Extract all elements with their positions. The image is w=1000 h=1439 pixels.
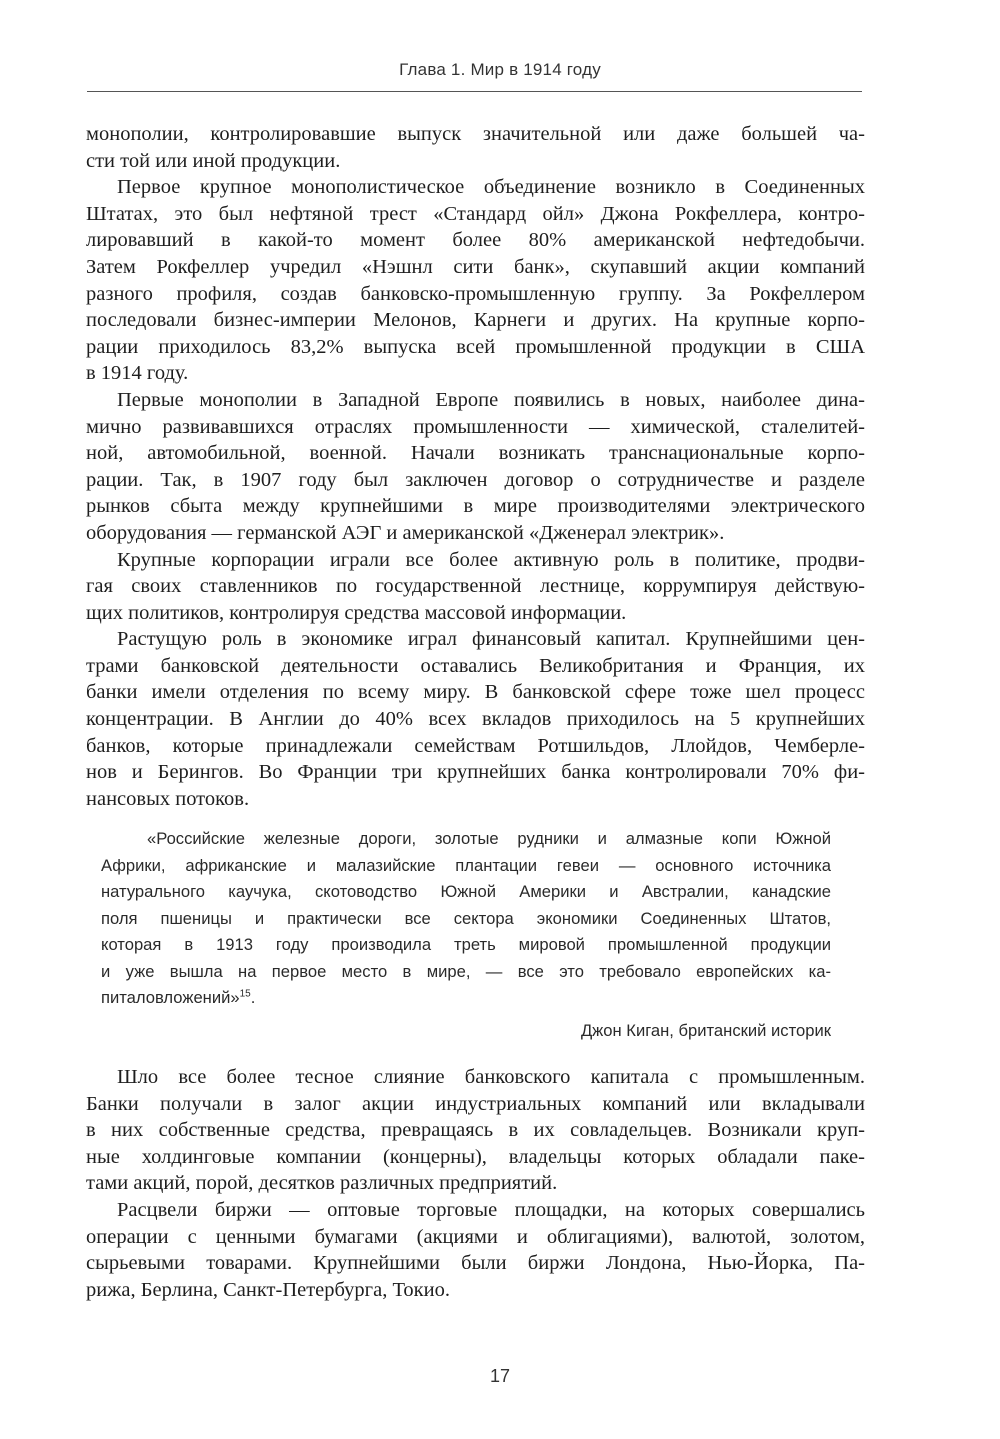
- quote-line: натурального каучука, скотоводство Южной Америки и Австралии, канадские: [101, 882, 831, 901]
- quote-line: Африки, африканские и малазийские плантации гевеи — основного источника: [101, 855, 831, 875]
- text-line: ные холдинговые компании (концерны), владельцы которых обладали паке-: [86, 1145, 865, 1168]
- text-line: рации приходилось 83,2% выпуска всей промышленной продукции в США: [86, 335, 865, 358]
- body-text-top: [86, 121, 865, 812]
- paragraph: [86, 1197, 865, 1303]
- text-line: Банки получали в залог акции индустриальных компаний или вкладывали: [86, 1092, 865, 1115]
- text-line: операции с ценными бумагами (акциями и облигациями), валютой, золотом,: [86, 1225, 865, 1248]
- body-text-bottom: [86, 1064, 865, 1303]
- text-line: трами банковской деятельности оставались Великобритания и Франция, их: [86, 654, 865, 677]
- text-line: ной, автомобильной, военной. Начали возникать транснациональные корпо-: [86, 442, 865, 465]
- text-line: в 1914 году.: [86, 362, 189, 385]
- paragraph: [86, 547, 865, 627]
- text-line: Штатах, это был нефтяной трест «Стандард ойл» Джона Рокфеллера, контро-: [86, 202, 865, 225]
- quote-line: и уже вышла на первое место в мире, — все это требовало европейских ка-: [101, 961, 831, 981]
- text-line: банки имели отделения по всему миру. В банковской сфере тоже шел процесс: [86, 681, 865, 704]
- text-line: щих политиков, контролируя средства массовой информации.: [86, 601, 627, 624]
- header-rule: [87, 91, 862, 92]
- text-line: оборудования — германской АЭГ и американской «Дженерал электрик».: [86, 521, 725, 544]
- text-line: последовали бизнес-империи Мелонов, Карнеги и других. На крупные корпо-: [86, 309, 865, 332]
- text-line: Первое крупное монополистическое объединение возникло в Соединенных: [117, 176, 865, 199]
- text-line: Крупные корпорации играли все более активную роль в политике, продви-: [117, 548, 865, 571]
- paragraph: [86, 174, 865, 387]
- page-number: 17: [489, 1366, 511, 1386]
- text-line: гая своих ставленников по государственной лестнице, коррумпируя действую-: [86, 575, 865, 598]
- paragraph: [86, 121, 865, 174]
- quote-line: [101, 985, 831, 1012]
- text-line: банков, которые принадлежали семействам Ротшильдов, Ллойдов, Чемберле-: [86, 734, 865, 757]
- text-line: рынков сбыта между крупнейшими в мире производителями электрического: [86, 495, 865, 518]
- footnote-ref: 15: [239, 988, 251, 1000]
- quote-text: [101, 826, 831, 1012]
- text-line: тами акций, порой, десятков различных предприятий.: [86, 1172, 558, 1195]
- text-line: сырьевыми товарами. Крупнейшими были биржи Лондона, Нью-Йорка, Па-: [86, 1252, 865, 1275]
- running-header: Глава 1. Мир в 1914 году: [399, 60, 601, 79]
- text-line: концентрации. В Англии до 40% всех вкладов приходилось на 5 крупнейших: [86, 708, 865, 731]
- text-line: Шло все более тесное слияние банковского капитала с промышленным.: [117, 1066, 865, 1088]
- text-line: сти той или иной продукции.: [86, 149, 341, 172]
- text-line: в них собственные средства, превращаясь в их совладельцев. Возникали круп-: [86, 1119, 865, 1142]
- text-line: Затем Рокфеллер учредил «Нэшнл сити банк», скупавший акции компаний: [86, 255, 865, 278]
- text-line: рижа, Берлина, Санкт-Петербурга, Токио.: [86, 1278, 450, 1301]
- quote-line: которая в 1913 году производила треть мировой промышленной продукции: [101, 935, 831, 954]
- paragraph: [86, 1064, 865, 1197]
- text-line: мично развивавшихся отраслях промышленности — химической, сталелитей-: [86, 415, 865, 438]
- text-line: Первые монополии в Западной Европе появились в новых, наиболее дина-: [117, 388, 865, 411]
- paragraph: [86, 626, 865, 812]
- text-line: нов и Берингов. Во Франции три крупнейших банка контролировали 70% фи-: [86, 761, 865, 784]
- text-line: лировавший в какой-то момент более 80% американской нефтедобычи.: [86, 229, 865, 252]
- block-quote: [101, 826, 831, 1044]
- text-line: рации. Так, в 1907 году был заключен договор о сотрудничестве и разделе: [86, 468, 865, 491]
- paragraph: [86, 387, 865, 547]
- quote-line-text: питаловложений»: [101, 988, 240, 1007]
- text-line: Расцвели биржи — оптовые торговые площадки, на которых совершались: [117, 1198, 865, 1221]
- text-line: Растущую роль в экономике играл финансовый капитал. Крупнейшими цен-: [117, 628, 865, 651]
- quote-end-punct: .: [250, 988, 256, 1007]
- quote-attribution: Джон Киган, британский историк: [580, 1020, 831, 1040]
- quote-line: «Российские железные дороги, золотые рудники и алмазные копи Южной: [147, 829, 831, 848]
- text-line: монополии, контролировавшие выпуск значительной или даже большей ча-: [86, 123, 865, 145]
- text-line: нансовых потоков.: [86, 787, 250, 810]
- quote-line: поля пшеницы и практически все сектора экономики Соединенных Штатов,: [101, 908, 831, 928]
- text-line: разного профиля, создав банковско-промышленную группу. За Рокфеллером: [86, 282, 865, 305]
